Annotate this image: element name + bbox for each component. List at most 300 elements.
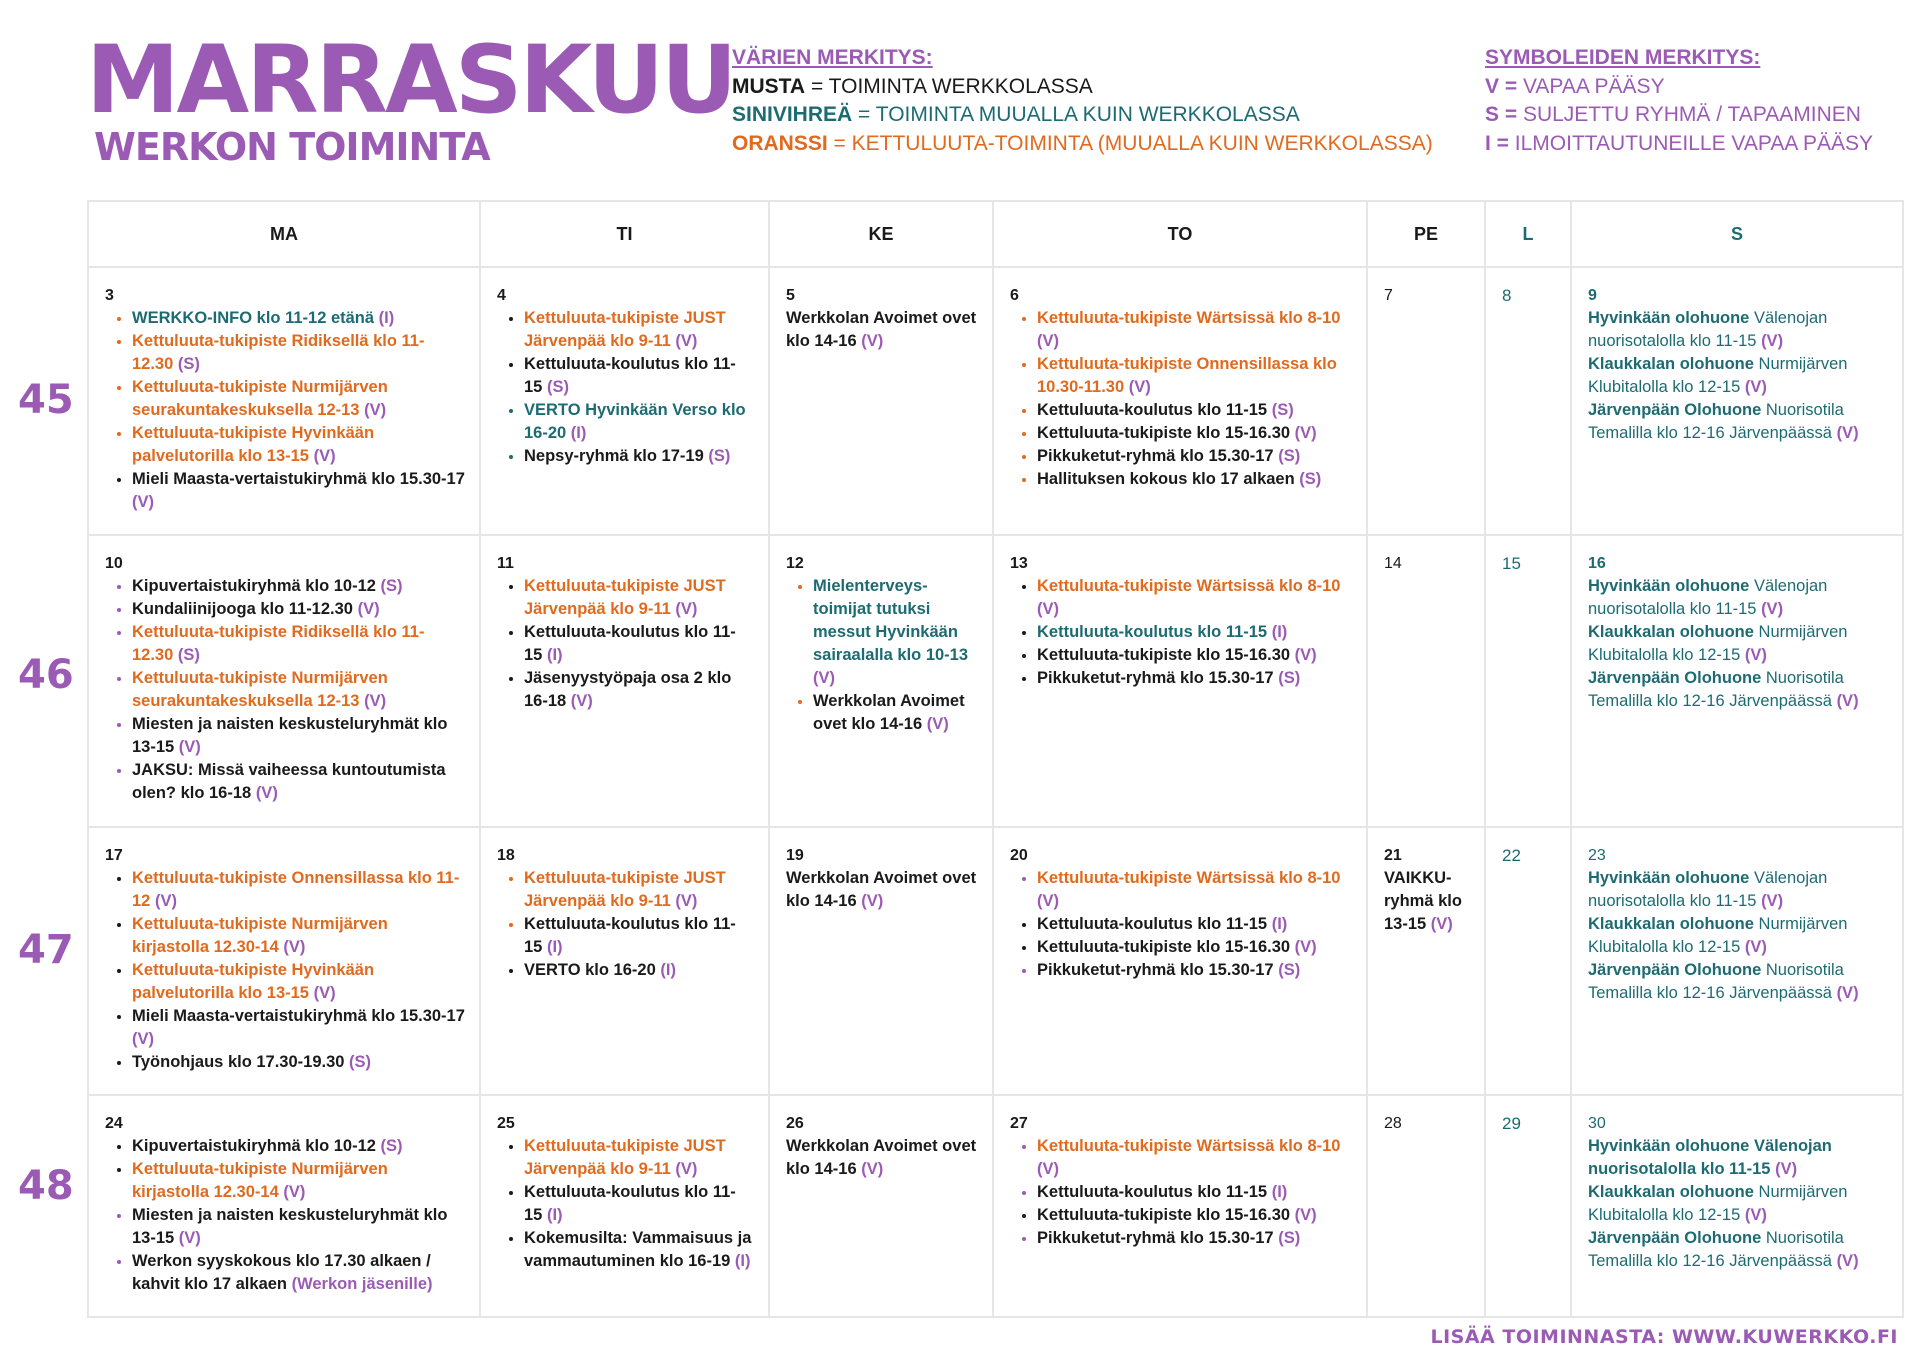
event-item bbox=[132, 713, 465, 759]
access-symbol: (I) bbox=[734, 1252, 751, 1270]
day-number: 25 bbox=[497, 1115, 515, 1132]
event-text: Mieli Maasta-vertaistukiryhmä klo 15.30-17 bbox=[132, 1007, 465, 1025]
day-number: 16 bbox=[1588, 555, 1606, 572]
event-item bbox=[524, 307, 754, 353]
access-symbol: (V) bbox=[1761, 332, 1784, 350]
day-cell bbox=[1571, 267, 1903, 535]
day-number: 3 bbox=[105, 287, 114, 304]
access-symbol: (V) bbox=[1744, 646, 1767, 664]
footer-link[interactable]: LISÄÄ TOIMINNASTA: WWW.KUWERKKO.FI bbox=[1430, 1326, 1898, 1348]
event-item bbox=[524, 621, 754, 667]
access-symbol: (V) bbox=[357, 600, 380, 618]
day-number: 8 bbox=[1502, 286, 1512, 305]
access-symbol: (V) bbox=[1761, 892, 1784, 910]
event-item bbox=[132, 1051, 465, 1074]
event-item bbox=[524, 959, 754, 982]
access-symbol: (V) bbox=[1294, 938, 1317, 956]
event-text: Kettuluuta-koulutus klo 11-15 bbox=[524, 355, 736, 396]
access-symbol: (I) bbox=[1271, 623, 1288, 641]
day-number: 29 bbox=[1502, 1114, 1521, 1133]
event-item bbox=[132, 468, 465, 514]
access-symbol: (V) bbox=[132, 493, 154, 511]
weekend-event-details: Välenojan nuorisotalolla klo 11-15 bbox=[1588, 869, 1828, 910]
event-text: Kipuvertaistukiryhmä klo 10-12 bbox=[132, 1137, 376, 1155]
access-symbol: (V) bbox=[1294, 424, 1317, 442]
access-symbol: (V) bbox=[1037, 1160, 1059, 1178]
event-text-block bbox=[786, 1135, 978, 1181]
access-symbol: (Werkon jäsenille) bbox=[291, 1275, 433, 1293]
event-text: Werkkolan Avoimet ovet klo 14-16 bbox=[786, 869, 977, 910]
event-text: Miesten ja naisten keskusteluryhmät klo 13-15 bbox=[132, 715, 448, 756]
weekend-event bbox=[1588, 867, 1888, 913]
access-symbol: (S) bbox=[1278, 961, 1301, 979]
access-symbol: (V) bbox=[675, 1160, 698, 1178]
event-item bbox=[132, 1158, 465, 1204]
event-item bbox=[132, 759, 465, 805]
event-item bbox=[1037, 353, 1352, 399]
symbols-legend bbox=[1485, 44, 1873, 158]
day-cell bbox=[1485, 1095, 1571, 1317]
event-list bbox=[786, 575, 978, 736]
event-item bbox=[1037, 422, 1352, 445]
event-text: Kettuluuta-tukipiste klo 15-16.30 bbox=[1037, 1206, 1291, 1224]
access-symbol: (I) bbox=[660, 961, 676, 979]
event-text: Kettuluuta-tukipiste klo 15-16.30 bbox=[1037, 646, 1291, 664]
access-symbol: (V) bbox=[283, 1183, 306, 1201]
event-text: Kettuluuta-tukipiste Hyvinkään palvelutorilla klo 13-15 bbox=[132, 424, 375, 465]
event-text: Kettuluuta-tukipiste Wärtsissä klo 8-10 bbox=[1037, 309, 1341, 327]
event-text: Kundaliinijooga klo 11-12.30 bbox=[132, 600, 353, 618]
event-text: Kettuluuta-tukipiste Wärtsissä klo 8-10 bbox=[1037, 1137, 1341, 1155]
day-cell bbox=[1367, 827, 1485, 1095]
event-text: Werkkolan Avoimet ovet klo 14-16 bbox=[786, 1137, 977, 1178]
event-item bbox=[1037, 575, 1352, 621]
access-symbol: (V) bbox=[178, 1229, 201, 1247]
access-symbol: (V) bbox=[1836, 692, 1859, 710]
weekend-event bbox=[1588, 353, 1888, 399]
access-symbol: (V) bbox=[178, 738, 201, 756]
access-symbol: (I) bbox=[546, 646, 563, 664]
event-item bbox=[813, 690, 978, 736]
day-cell bbox=[769, 535, 993, 827]
event-list bbox=[1010, 307, 1352, 491]
event-text: Kettuluuta-tukipiste Nurmijärven kirjastolla 12.30-14 bbox=[132, 1160, 388, 1201]
event-text: Kettuluuta-tukipiste Nurmijärven seurakuntakeskuksella 12-13 bbox=[132, 669, 388, 710]
weekend-event-name: Järvenpään Olohuone bbox=[1588, 401, 1762, 419]
access-symbol: (I) bbox=[546, 938, 563, 956]
access-symbol: (V) bbox=[1294, 1206, 1317, 1224]
week-row bbox=[88, 1095, 1903, 1317]
day-number: 10 bbox=[105, 555, 123, 572]
event-text: Pikkuketut-ryhmä klo 15.30-17 bbox=[1037, 447, 1274, 465]
event-item bbox=[524, 1181, 754, 1227]
day-cell bbox=[1485, 535, 1571, 827]
access-symbol: (I) bbox=[378, 309, 395, 327]
day-cell bbox=[1367, 267, 1485, 535]
day-cell bbox=[769, 267, 993, 535]
event-text: Kettuluuta-tukipiste Wärtsissä klo 8-10 bbox=[1037, 577, 1341, 595]
event-text: Kettuluuta-koulutus klo 11-15 bbox=[524, 915, 736, 956]
access-symbol: (S) bbox=[546, 378, 569, 396]
event-item bbox=[132, 959, 465, 1005]
day-header-pe: PE bbox=[1367, 201, 1485, 267]
access-symbol: (V) bbox=[861, 332, 884, 350]
event-item bbox=[1037, 1135, 1352, 1181]
event-text: VERTO klo 16-20 bbox=[524, 961, 656, 979]
day-cell bbox=[1571, 827, 1903, 1095]
legend-row-symbol-s: S = SULJETTU RYHMÄ / TAPAAMINEN bbox=[1485, 103, 1861, 126]
event-text: Kettuluuta-tukipiste Ridiksellä klo 11-12.30 bbox=[132, 623, 425, 664]
event-list bbox=[1010, 575, 1352, 690]
symbols-legend-heading: SYMBOLEIDEN MERKITYS: bbox=[1485, 46, 1761, 69]
legend-row-black: MUSTA = TOIMINTA WERKKOLASSA bbox=[732, 74, 1093, 98]
weekend-event-name: Klaukkalan olohuone bbox=[1588, 1183, 1754, 1201]
event-text: Kettuluuta-tukipiste Hyvinkään palvelutorilla klo 13-15 bbox=[132, 961, 375, 1002]
access-symbol: (S) bbox=[1299, 470, 1322, 488]
event-item bbox=[524, 445, 754, 468]
weekend-event bbox=[1588, 1181, 1888, 1227]
access-symbol: (V) bbox=[1836, 1252, 1859, 1270]
weekend-event-name: Hyvinkään olohuone bbox=[1588, 309, 1750, 327]
week-number: 48 bbox=[18, 1163, 74, 1209]
day-header-row bbox=[88, 201, 1903, 267]
event-item bbox=[132, 1204, 465, 1250]
event-text: Werkon syyskokous klo 17.30 alkaen / kahvit klo 17 alkaen bbox=[132, 1252, 431, 1293]
day-cell bbox=[480, 827, 769, 1095]
weekend-event-name: Järvenpään Olohuone bbox=[1588, 1229, 1762, 1247]
access-symbol: (V) bbox=[1775, 1160, 1798, 1178]
event-item bbox=[813, 575, 978, 690]
weekend-event bbox=[1588, 1227, 1888, 1273]
event-text: Kettuluuta-tukipiste JUST Järvenpää klo 9-11 bbox=[524, 309, 726, 350]
day-number: 13 bbox=[1010, 555, 1028, 572]
legend-row-teal: SINIVIHREÄ = TOIMINTA MUUALLA KUIN WERKKOLASSA bbox=[732, 103, 1300, 126]
event-item bbox=[524, 399, 754, 445]
weekend-event-name: Klaukkalan olohuone bbox=[1588, 623, 1754, 641]
day-cell bbox=[480, 1095, 769, 1317]
event-item bbox=[1037, 667, 1352, 690]
day-number: 4 bbox=[497, 287, 506, 304]
weekend-event-details: Nurmijärven Klubitalolla klo 12-15 bbox=[1588, 623, 1848, 664]
day-number: 27 bbox=[1010, 1115, 1028, 1132]
access-symbol: (S) bbox=[1271, 401, 1294, 419]
event-item bbox=[1037, 644, 1352, 667]
access-symbol: (V) bbox=[570, 692, 593, 710]
day-number: 9 bbox=[1588, 287, 1597, 304]
access-symbol: (V) bbox=[861, 892, 884, 910]
access-symbol: (S) bbox=[349, 1053, 372, 1071]
access-symbol: (V) bbox=[313, 984, 336, 1002]
event-item bbox=[132, 598, 465, 621]
page-title: MARRASKUU bbox=[86, 26, 735, 135]
event-list bbox=[1010, 867, 1352, 982]
day-header-ti: TI bbox=[480, 201, 769, 267]
day-number: 28 bbox=[1384, 1115, 1402, 1132]
access-symbol: (V) bbox=[132, 1030, 154, 1048]
weekend-event-name: Hyvinkään olohuone Välenojan nuorisotalolla klo 11-15 bbox=[1588, 1137, 1832, 1178]
event-text: Kettuluuta-tukipiste klo 15-16.30 bbox=[1037, 938, 1291, 956]
weekend-event bbox=[1588, 667, 1888, 713]
access-symbol: (V) bbox=[1037, 600, 1059, 618]
day-cell bbox=[769, 827, 993, 1095]
event-text: Hallituksen kokous klo 17 alkaen bbox=[1037, 470, 1295, 488]
day-number: 5 bbox=[786, 287, 795, 304]
week-number: 46 bbox=[18, 652, 74, 698]
event-item bbox=[1037, 936, 1352, 959]
event-text: Kettuluuta-koulutus klo 11-15 bbox=[1037, 915, 1268, 933]
event-text-block bbox=[786, 867, 978, 913]
event-list bbox=[105, 575, 465, 805]
event-item bbox=[1037, 1181, 1352, 1204]
day-number: 19 bbox=[786, 847, 804, 864]
event-text: Pikkuketut-ryhmä klo 15.30-17 bbox=[1037, 961, 1274, 979]
day-cell bbox=[480, 267, 769, 535]
day-cell bbox=[769, 1095, 993, 1317]
event-text: Werkkolan Avoimet ovet klo 14-16 bbox=[813, 692, 965, 733]
event-item bbox=[524, 575, 754, 621]
event-text: Pikkuketut-ryhmä klo 15.30-17 bbox=[1037, 1229, 1274, 1247]
access-symbol: (S) bbox=[380, 1137, 403, 1155]
access-symbol: (I) bbox=[570, 424, 587, 442]
access-symbol: (V) bbox=[283, 938, 306, 956]
day-cell bbox=[1485, 267, 1571, 535]
access-symbol: (S) bbox=[177, 355, 200, 373]
event-item bbox=[524, 353, 754, 399]
access-symbol: (V) bbox=[926, 715, 949, 733]
access-symbol: (V) bbox=[675, 332, 698, 350]
event-text: VERTO Hyvinkään Verso klo 16-20 bbox=[524, 401, 746, 442]
event-item bbox=[1037, 307, 1352, 353]
weekend-event-details: Välenojan nuorisotalolla klo 11-15 bbox=[1588, 577, 1828, 618]
event-text: Kettuluuta-tukipiste Wärtsissä klo 8-10 bbox=[1037, 869, 1341, 887]
weekend-event-details: Nuorisotila Temalilla klo 12-16 Järvenpäässä bbox=[1588, 1229, 1844, 1270]
event-item bbox=[1037, 1204, 1352, 1227]
event-list bbox=[497, 575, 754, 713]
day-cell bbox=[88, 827, 480, 1095]
event-item bbox=[1037, 913, 1352, 936]
day-number: 22 bbox=[1502, 846, 1521, 865]
access-symbol: (V) bbox=[1128, 378, 1151, 396]
weekend-event-details: Välenojan nuorisotalolla klo 11-15 bbox=[1588, 309, 1828, 350]
access-symbol: (V) bbox=[1744, 1206, 1767, 1224]
day-number: 23 bbox=[1588, 847, 1606, 864]
access-symbol: (V) bbox=[1037, 892, 1059, 910]
event-list bbox=[497, 307, 754, 468]
event-text: Kokemusilta: Vammaisuus ja vammautuminen klo 16-19 bbox=[524, 1229, 752, 1270]
weekend-event bbox=[1588, 399, 1888, 445]
weekend-event-name: Klaukkalan olohuone bbox=[1588, 355, 1754, 373]
event-text-block bbox=[1384, 867, 1470, 936]
event-item bbox=[1037, 959, 1352, 982]
weekend-event-details: Nurmijärven Klubitalolla klo 12-15 bbox=[1588, 355, 1848, 396]
day-header-s: S bbox=[1571, 201, 1903, 267]
access-symbol: (S) bbox=[380, 577, 403, 595]
day-cell bbox=[993, 535, 1367, 827]
event-text: Kettuluuta-koulutus klo 11-15 bbox=[524, 1183, 736, 1224]
event-item bbox=[132, 307, 465, 330]
event-text: Kettuluuta-koulutus klo 11-15 bbox=[1037, 1183, 1268, 1201]
event-text: Kettuluuta-tukipiste Ridiksellä klo 11-12.30 bbox=[132, 332, 425, 373]
event-text: Kettuluuta-tukipiste JUST Järvenpää klo 9-11 bbox=[524, 1137, 726, 1178]
access-symbol: (V) bbox=[364, 692, 387, 710]
access-symbol: (V) bbox=[1744, 378, 1767, 396]
event-text: JAKSU: Missä vaiheessa kuntoutumista olen? klo 16-18 bbox=[132, 761, 446, 802]
access-symbol: (I) bbox=[546, 1206, 563, 1224]
week-row bbox=[88, 267, 1903, 535]
event-item bbox=[1037, 1227, 1352, 1250]
day-cell bbox=[480, 535, 769, 827]
day-number: 6 bbox=[1010, 287, 1019, 304]
event-text: Kettuluuta-tukipiste klo 15-16.30 bbox=[1037, 424, 1291, 442]
access-symbol: (V) bbox=[1037, 332, 1059, 350]
event-item bbox=[132, 330, 465, 376]
event-text: Kettuluuta-tukipiste JUST Järvenpää klo 9-11 bbox=[524, 869, 726, 910]
event-item bbox=[132, 867, 465, 913]
event-item bbox=[132, 913, 465, 959]
event-text: Kettuluuta-tukipiste Onnensillassa klo 10.30-11.30 bbox=[1037, 355, 1337, 396]
event-text: Työnohjaus klo 17.30-19.30 bbox=[132, 1053, 345, 1071]
event-text: Miesten ja naisten keskusteluryhmät klo 13-15 bbox=[132, 1206, 448, 1247]
day-number: 14 bbox=[1384, 555, 1402, 572]
day-number: 17 bbox=[105, 847, 123, 864]
weekend-event-details: Nurmijärven Klubitalolla klo 12-15 bbox=[1588, 915, 1848, 956]
day-header-ke: KE bbox=[769, 201, 993, 267]
event-item bbox=[524, 1227, 754, 1273]
access-symbol: (S) bbox=[177, 646, 200, 664]
weekend-event-details: Nuorisotila Temalilla klo 12-16 Järvenpäässä bbox=[1588, 669, 1844, 710]
legend-row-symbol-i: I = ILMOITTAUTUNEILLE VAPAA PÄÄSY bbox=[1485, 131, 1874, 155]
day-header-to: TO bbox=[993, 201, 1367, 267]
event-text: Mieli Maasta-vertaistukiryhmä klo 15.30-17 bbox=[132, 470, 465, 488]
event-item bbox=[1037, 445, 1352, 468]
event-item bbox=[132, 422, 465, 468]
access-symbol: (S) bbox=[1278, 669, 1301, 687]
access-symbol: (V) bbox=[364, 401, 387, 419]
access-symbol: (V) bbox=[255, 784, 278, 802]
weekend-event-name: Järvenpään Olohuone bbox=[1588, 669, 1762, 687]
event-item bbox=[524, 1135, 754, 1181]
event-item bbox=[524, 667, 754, 713]
day-header-l: L bbox=[1485, 201, 1571, 267]
day-number: 18 bbox=[497, 847, 515, 864]
day-number: 24 bbox=[105, 1115, 123, 1132]
event-text-block bbox=[786, 307, 978, 353]
event-text: Kettuluuta-tukipiste Onnensillassa klo 11-12 bbox=[132, 869, 460, 910]
weekend-event bbox=[1588, 307, 1888, 353]
access-symbol: (V) bbox=[1294, 646, 1317, 664]
day-cell bbox=[1571, 535, 1903, 827]
event-item bbox=[524, 867, 754, 913]
day-cell bbox=[88, 267, 480, 535]
access-symbol: (V) bbox=[861, 1160, 884, 1178]
week-number: 45 bbox=[18, 377, 74, 423]
access-symbol: (I) bbox=[1271, 915, 1288, 933]
weekend-event-details: Nuorisotila Temalilla klo 12-16 Järvenpäässä bbox=[1588, 401, 1844, 442]
weekend-event bbox=[1588, 1135, 1888, 1181]
day-cell bbox=[88, 535, 480, 827]
event-item bbox=[132, 1005, 465, 1051]
event-item bbox=[132, 376, 465, 422]
event-text: Nepsy-ryhmä klo 17-19 bbox=[524, 447, 704, 465]
event-item bbox=[132, 575, 465, 598]
event-item bbox=[132, 1135, 465, 1158]
week-number: 47 bbox=[18, 927, 74, 973]
day-cell bbox=[993, 827, 1367, 1095]
event-text: Pikkuketut-ryhmä klo 15.30-17 bbox=[1037, 669, 1274, 687]
weekend-event-name: Hyvinkään olohuone bbox=[1588, 869, 1750, 887]
event-item bbox=[524, 913, 754, 959]
access-symbol: (V) bbox=[1744, 938, 1767, 956]
event-item bbox=[1037, 468, 1352, 491]
event-text: Kettuluuta-koulutus klo 11-15 bbox=[1037, 401, 1268, 419]
colors-legend bbox=[732, 44, 1433, 158]
access-symbol: (V) bbox=[1836, 424, 1859, 442]
event-list bbox=[105, 1135, 465, 1296]
event-text: WERKKO-INFO klo 11-12 etänä bbox=[132, 309, 375, 327]
weekend-event-name: Järvenpään Olohuone bbox=[1588, 961, 1762, 979]
day-number: 21 bbox=[1384, 847, 1402, 864]
day-number: 12 bbox=[786, 555, 804, 572]
weekend-event-name: Hyvinkään olohuone bbox=[1588, 577, 1750, 595]
access-symbol: (V) bbox=[154, 892, 177, 910]
day-number: 7 bbox=[1384, 287, 1393, 304]
calendar-grid bbox=[87, 200, 1904, 1318]
week-row bbox=[88, 535, 1903, 827]
event-item bbox=[1037, 867, 1352, 913]
event-item bbox=[132, 667, 465, 713]
day-cell bbox=[1367, 1095, 1485, 1317]
day-number: 20 bbox=[1010, 847, 1028, 864]
access-symbol: (S) bbox=[708, 447, 731, 465]
page-subtitle: WERKON TOIMINTA bbox=[94, 125, 490, 169]
day-cell bbox=[1367, 535, 1485, 827]
day-header-ma: MA bbox=[88, 201, 480, 267]
event-item bbox=[132, 1250, 465, 1296]
access-symbol: (V) bbox=[675, 600, 698, 618]
day-cell bbox=[993, 267, 1367, 535]
event-text: VAIKKU-ryhmä klo 13-15 bbox=[1384, 869, 1462, 933]
event-text: Kettuluuta-koulutus klo 11-15 bbox=[1037, 623, 1268, 641]
weekend-event-name: Klaukkalan olohuone bbox=[1588, 915, 1754, 933]
event-text: Kipuvertaistukiryhmä klo 10-12 bbox=[132, 577, 376, 595]
event-text: Kettuluuta-tukipiste Nurmijärven seurakuntakeskuksella 12-13 bbox=[132, 378, 388, 419]
event-item bbox=[132, 621, 465, 667]
access-symbol: (V) bbox=[313, 447, 336, 465]
legend-row-symbol-v: V = VAPAA PÄÄSY bbox=[1485, 74, 1665, 98]
event-list bbox=[497, 867, 754, 982]
event-text: Mielenterveys-toimijat tutuksi messut Hyvinkään sairaalalla klo 10-13 bbox=[813, 577, 969, 664]
day-number: 30 bbox=[1588, 1115, 1606, 1132]
access-symbol: (S) bbox=[1278, 1229, 1301, 1247]
event-item bbox=[1037, 621, 1352, 644]
event-list bbox=[497, 1135, 754, 1273]
access-symbol: (V) bbox=[1761, 600, 1784, 618]
day-cell bbox=[88, 1095, 480, 1317]
access-symbol: (V) bbox=[813, 669, 835, 687]
event-text: Jäsenyystyöpaja osa 2 klo 16-18 bbox=[524, 669, 732, 710]
event-list bbox=[1010, 1135, 1352, 1250]
event-text: Werkkolan Avoimet ovet klo 14-16 bbox=[786, 309, 977, 350]
event-list bbox=[105, 307, 465, 514]
day-number: 26 bbox=[786, 1115, 804, 1132]
event-text: Kettuluuta-koulutus klo 11-15 bbox=[524, 623, 736, 664]
colors-legend-heading: VÄRIEN MERKITYS: bbox=[732, 46, 933, 69]
access-symbol: (V) bbox=[1430, 915, 1453, 933]
weekend-event bbox=[1588, 959, 1888, 1005]
day-number: 11 bbox=[497, 555, 514, 572]
access-symbol: (S) bbox=[1278, 447, 1301, 465]
day-number: 15 bbox=[1502, 554, 1521, 573]
